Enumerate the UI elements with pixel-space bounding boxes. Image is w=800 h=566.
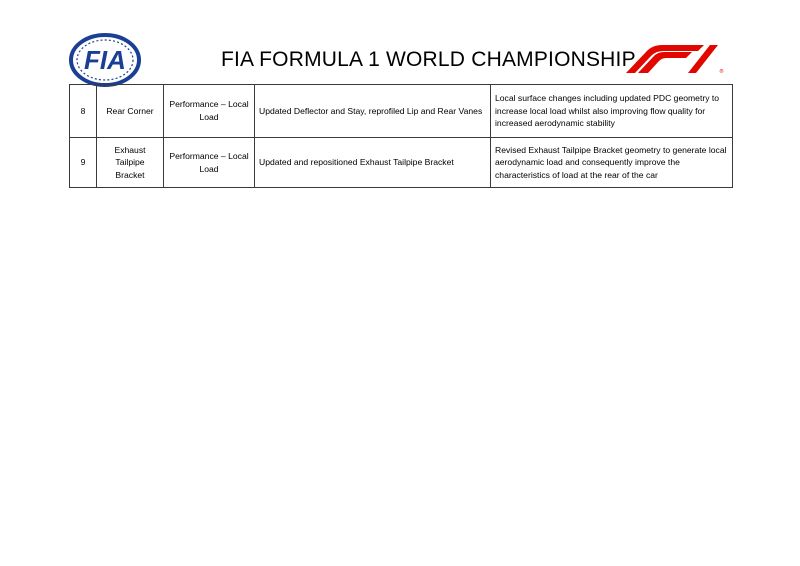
- details-cell: Revised Exhaust Tailpipe Bracket geometry to generate local aerodynamic load and consequently improve the characteristics of load at the rear of the car: [491, 138, 733, 188]
- component-cell: Rear Corner: [97, 85, 164, 138]
- category-cell: Performance – Local Load: [164, 85, 255, 138]
- table-row: [70, 85, 733, 138]
- row-number: 9: [70, 138, 97, 188]
- description-cell: Updated and repositioned Exhaust Tailpipe Bracket: [255, 138, 491, 188]
- page-title: FIA FORMULA 1 WORLD CHAMPIONSHIP: [221, 48, 636, 71]
- svg-text:FIA: FIA: [84, 45, 126, 75]
- fia-logo: [68, 33, 142, 87]
- updates-table: [69, 84, 733, 188]
- component-cell: Exhaust Tailpipe Bracket: [97, 138, 164, 188]
- category-cell: Performance – Local Load: [164, 138, 255, 188]
- f1-logo: [624, 44, 724, 74]
- details-cell: Local surface changes including updated PDC geometry to increase local load whilst also improving flow quality for increased aerodynamic stability: [491, 85, 733, 138]
- table-row: [70, 138, 733, 188]
- description-cell: Updated Deflector and Stay, reprofiled Lip and Rear Vanes: [255, 85, 491, 138]
- svg-text:®: ®: [719, 69, 724, 74]
- row-number: 8: [70, 85, 97, 138]
